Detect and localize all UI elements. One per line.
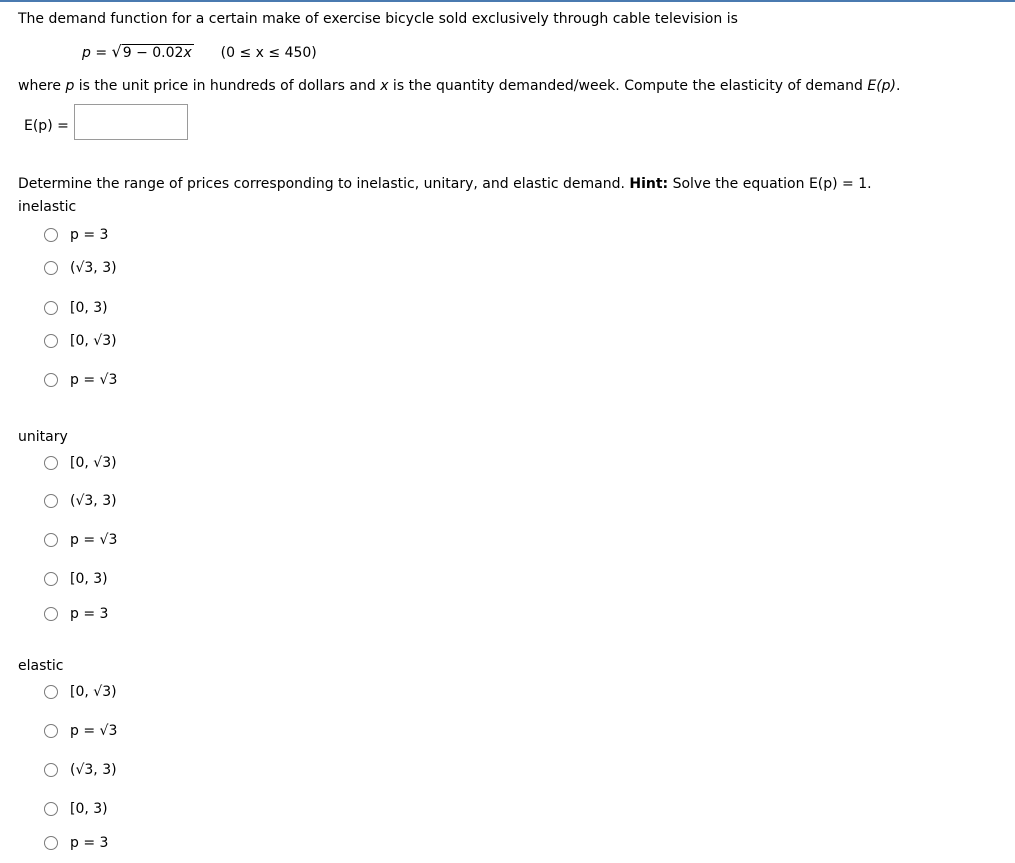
equation-lhs: p = — [82, 45, 112, 61]
radio-button[interactable] — [44, 261, 58, 275]
inelastic-option[interactable]: p = 3 — [44, 224, 108, 246]
radio-button[interactable] — [44, 533, 58, 547]
where-sentence: where p is the unit price in hundreds of dollars and x is the quantity demanded/week. Compute the elasticity of demand E(p). — [18, 78, 901, 94]
elastic-option[interactable]: p = √3 — [44, 720, 117, 742]
radio-button[interactable] — [44, 456, 58, 470]
top-border — [0, 0, 1015, 2]
unitary-option[interactable]: [0, √3) — [44, 452, 117, 474]
radio-button[interactable] — [44, 802, 58, 816]
inelastic-option[interactable]: [0, 3) — [44, 297, 108, 319]
radio-button[interactable] — [44, 836, 58, 850]
unitary-label: unitary — [18, 429, 68, 445]
radio-button[interactable] — [44, 301, 58, 315]
unitary-option[interactable]: p = √3 — [44, 529, 117, 551]
elastic-option[interactable]: [0, 3) — [44, 798, 108, 820]
unitary-option[interactable]: [0, 3) — [44, 568, 108, 590]
unitary-option[interactable]: p = 3 — [44, 603, 108, 625]
equation-domain: (0 ≤ x ≤ 450) — [220, 45, 317, 61]
hint-label: Hint: — [629, 176, 669, 192]
radio-button[interactable] — [44, 373, 58, 387]
radio-button[interactable] — [44, 334, 58, 348]
equation-radicand: 9 − 0.02 — [122, 45, 184, 61]
radio-button[interactable] — [44, 685, 58, 699]
elastic-option[interactable]: [0, √3) — [44, 681, 117, 703]
radio-button[interactable] — [44, 763, 58, 777]
determine-sentence: Determine the range of prices corresponding to inelastic, unitary, and elastic demand. Hint: Solve the equation E(p) = 1. — [18, 176, 872, 192]
inelastic-option[interactable]: p = √3 — [44, 369, 117, 391]
inelastic-option[interactable]: (√3, 3) — [44, 257, 117, 279]
radio-button[interactable] — [44, 572, 58, 586]
radio-button[interactable] — [44, 494, 58, 508]
radio-button[interactable] — [44, 607, 58, 621]
ep-label: E(p) = — [24, 118, 69, 134]
inelastic-label: inelastic — [18, 199, 77, 215]
radio-button[interactable] — [44, 724, 58, 738]
ep-answer-input[interactable] — [74, 104, 188, 140]
elastic-option[interactable]: p = 3 — [44, 832, 108, 854]
equation-var: x — [183, 45, 192, 61]
unitary-option[interactable]: (√3, 3) — [44, 490, 117, 512]
sqrt-symbol: √9 − 0.02x — [111, 42, 192, 61]
demand-equation — [82, 42, 317, 61]
inelastic-option[interactable]: [0, √3) — [44, 330, 117, 352]
radio-button[interactable] — [44, 228, 58, 242]
elastic-label: elastic — [18, 658, 64, 674]
problem-intro: The demand function for a certain make of exercise bicycle sold exclusively through cable television is — [18, 11, 738, 27]
elastic-option[interactable]: (√3, 3) — [44, 759, 117, 781]
